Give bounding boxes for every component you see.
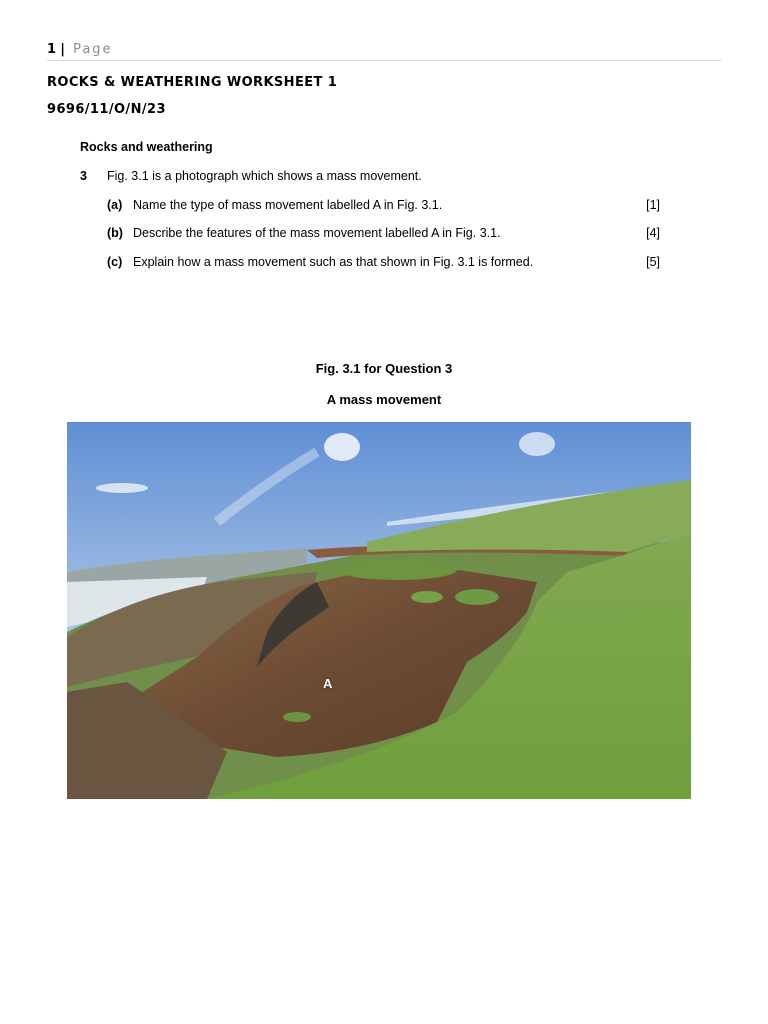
- worksheet-title: ROCKS & WEATHERING WORKSHEET 1: [47, 75, 338, 90]
- part-text: Explain how a mass movement such as that shown in Fig. 3.1 is formed.: [133, 255, 534, 269]
- part-marks: [4]: [646, 226, 660, 240]
- worksheet-code: 9696/11/O/N/23: [47, 102, 166, 117]
- page-separator: |: [60, 42, 65, 57]
- section-title: Rocks and weathering: [80, 140, 213, 154]
- page-header: [47, 42, 722, 61]
- page-number: 1: [47, 42, 57, 57]
- part-label: (a): [107, 198, 123, 212]
- question-stem: Fig. 3.1 is a photograph which shows a mass movement.: [107, 169, 422, 183]
- question-part-a: [107, 198, 660, 214]
- part-text: Describe the features of the mass movement labelled A in Fig. 3.1.: [133, 226, 501, 240]
- figure-title: Fig. 3.1 for Question 3: [315, 361, 453, 376]
- part-marks: [1]: [646, 198, 660, 212]
- label-a: A: [323, 676, 333, 691]
- part-text: Name the type of mass movement labelled A in Fig. 3.1.: [133, 198, 443, 212]
- part-label: (b): [107, 226, 123, 240]
- page-word: Page: [73, 42, 113, 57]
- figure-caption: A mass movement: [326, 392, 442, 407]
- question-part-b: [107, 226, 660, 242]
- part-label: (c): [107, 255, 123, 269]
- part-marks: [5]: [646, 255, 660, 269]
- question-part-c: [107, 255, 660, 271]
- mass-movement-photo: [67, 422, 691, 799]
- question-number: 3: [80, 169, 87, 183]
